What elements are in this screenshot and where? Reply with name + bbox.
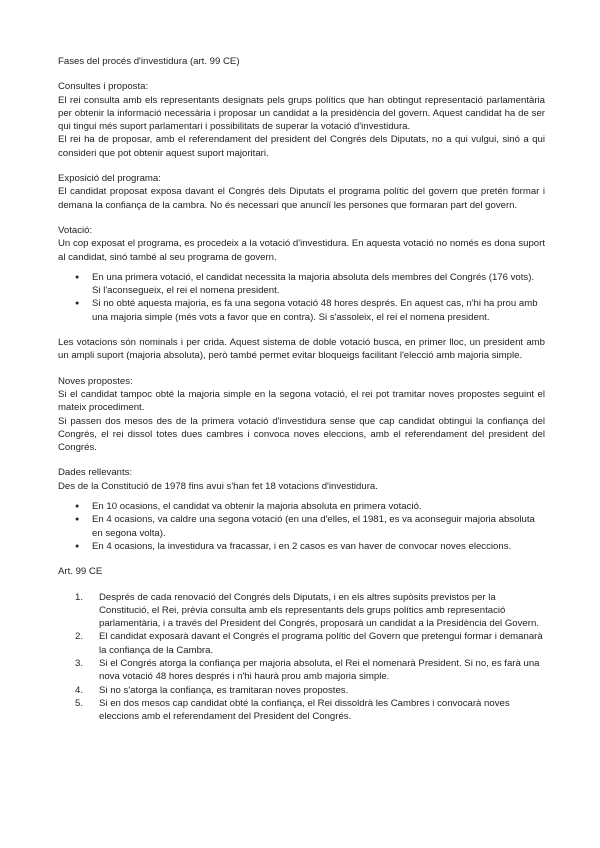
paragraph: Si el candidat tampoc obté la majoria simple en la segona votació, el rei pot tramitar noves propostes seguint el mateix procediment. <box>58 388 545 414</box>
section-consultes <box>58 80 545 160</box>
section-heading: Noves propostes: <box>58 375 133 387</box>
paragraph: El rei consulta amb els representants designats pels grups polítics que han obtingut representació parlamentària per obtenir la informació necessària i proposar un candidat a la presidència del govern. Aquest candidat ha de ser qui tingui més suport parlamentari i possibilitats de superar la votació d'investidura. <box>58 94 545 133</box>
list-number: 4. <box>75 684 84 696</box>
section-heading: Dades rellevants: <box>58 467 133 479</box>
section-heading: Art. 99 CE <box>58 566 103 578</box>
section-heading: Exposició del programa: <box>58 173 161 185</box>
list-item <box>58 630 545 657</box>
section-votacio <box>58 224 545 363</box>
paragraph: Les votacions són nominals i per crida. Aquest sistema de doble votació busca, en primer lloc, un president amb un ampli suport (majoria absoluta), però també permet evitar bloqueigs facilitant l'elecció amb majoria simple. <box>58 337 545 362</box>
list-text: El candidat exposarà davant el Congrés el programa polític del Govern que pretengui formar i demanarà la confiança de la Cambra. <box>99 631 543 656</box>
section-exposicio <box>58 172 545 212</box>
document-title: Fases del procés d'investidura (art. 99 CE) <box>58 56 240 67</box>
section-dades-rellevants <box>58 466 545 553</box>
paragraph: Si passen dos mesos des de la primera votació d'investidura sense que cap candidat obtingui la confiança del Congrés, el rei dissol totes dues cambres i convoca noves eleccions, amb el referendament del president del Congrés. <box>58 415 545 454</box>
section-art-99 <box>58 565 545 723</box>
list-text: Si el Congrés atorga la confiança per majoria absoluta, el Rei el nomenarà President. Si no, es farà una nova votació 48 hores després i n'hi haurà prou amb majoria simple. <box>99 657 540 683</box>
list-number: 2. <box>75 631 84 643</box>
list-item <box>58 591 545 631</box>
numbered-list <box>58 591 545 724</box>
list-item <box>58 697 545 724</box>
list-item: ● En 10 ocasions, el candidat va obtenir la majoria absoluta en primera votació. <box>58 500 545 513</box>
section-noves-propostes <box>58 375 545 455</box>
section-heading: Votació: <box>58 224 93 236</box>
bullet-list <box>58 500 545 553</box>
list-number: 5. <box>75 697 84 709</box>
list-item <box>58 684 545 697</box>
bullet-list <box>58 271 545 324</box>
list-item: ● En 4 ocasions, la investidura va fracassar, i en 2 casos es van haver de convocar noves eleccions. <box>58 540 545 553</box>
list-number: 1. <box>75 591 84 603</box>
list-text: Si en dos mesos cap candidat obté la confiança, el Rei dissoldrà les Cambres i convocarà noves eleccions amb el referendament del President del Congrés. <box>99 697 510 723</box>
document-body <box>58 55 545 723</box>
list-item: ● En 4 ocasions, va caldre una segona votació (en una d'elles, el 1981, es va aconseguir majoria absoluta en segona volta). <box>58 513 545 540</box>
list-text: Després de cada renovació del Congrés dels Diputats, i en els altres supòsits previstos per la Constitució, el Rei, prèvia consulta amb els representants dels grups polítics amb representació parlamentària, i a través del President del Congrés, proposarà un candidat a la Presidència del Govern. <box>99 591 539 630</box>
section-heading: Consultes i proposta: <box>58 81 149 93</box>
paragraph: Un cop exposat el programa, es procedeix a la votació d'investidura. En aquesta votació no només es dona suport al candidat, sinó també al seu programa de govern. <box>58 238 545 263</box>
paragraph: Des de la Constitució de 1978 fins avui s'han fet 18 votacions d'investidura. <box>58 480 378 492</box>
paragraph: El rei ha de proposar, amb el referendament del president del Congrés dels Diputats, no a qui vulgui, sinó a qui consideri que pot obtenir aquest suport majoritari. <box>58 134 545 159</box>
list-number: 3. <box>75 657 84 669</box>
list-item: ● En una primera votació, el candidat necessita la majoria absoluta dels membres del Congrés (176 vots). Si l'aconsegueix, el rei el nomena president. <box>58 271 545 298</box>
list-item <box>58 657 545 684</box>
paragraph: El candidat proposat exposa davant el Congrés dels Diputats el programa polític del govern que pretén formar i demana la confiança de la cambra. No és necessari que anunciï les persones que formaran part del govern. <box>58 186 545 211</box>
list-text: Si no s'atorga la confiança, es tramitaran noves propostes. <box>99 684 349 696</box>
list-item: ● Si no obté aquesta majoria, es fa una segona votació 48 hores després. En aquest cas, n'hi ha prou amb una majoria simple (més vots a favor que en contra). Si s'assoleix, el rei el nomena president. <box>58 297 545 324</box>
